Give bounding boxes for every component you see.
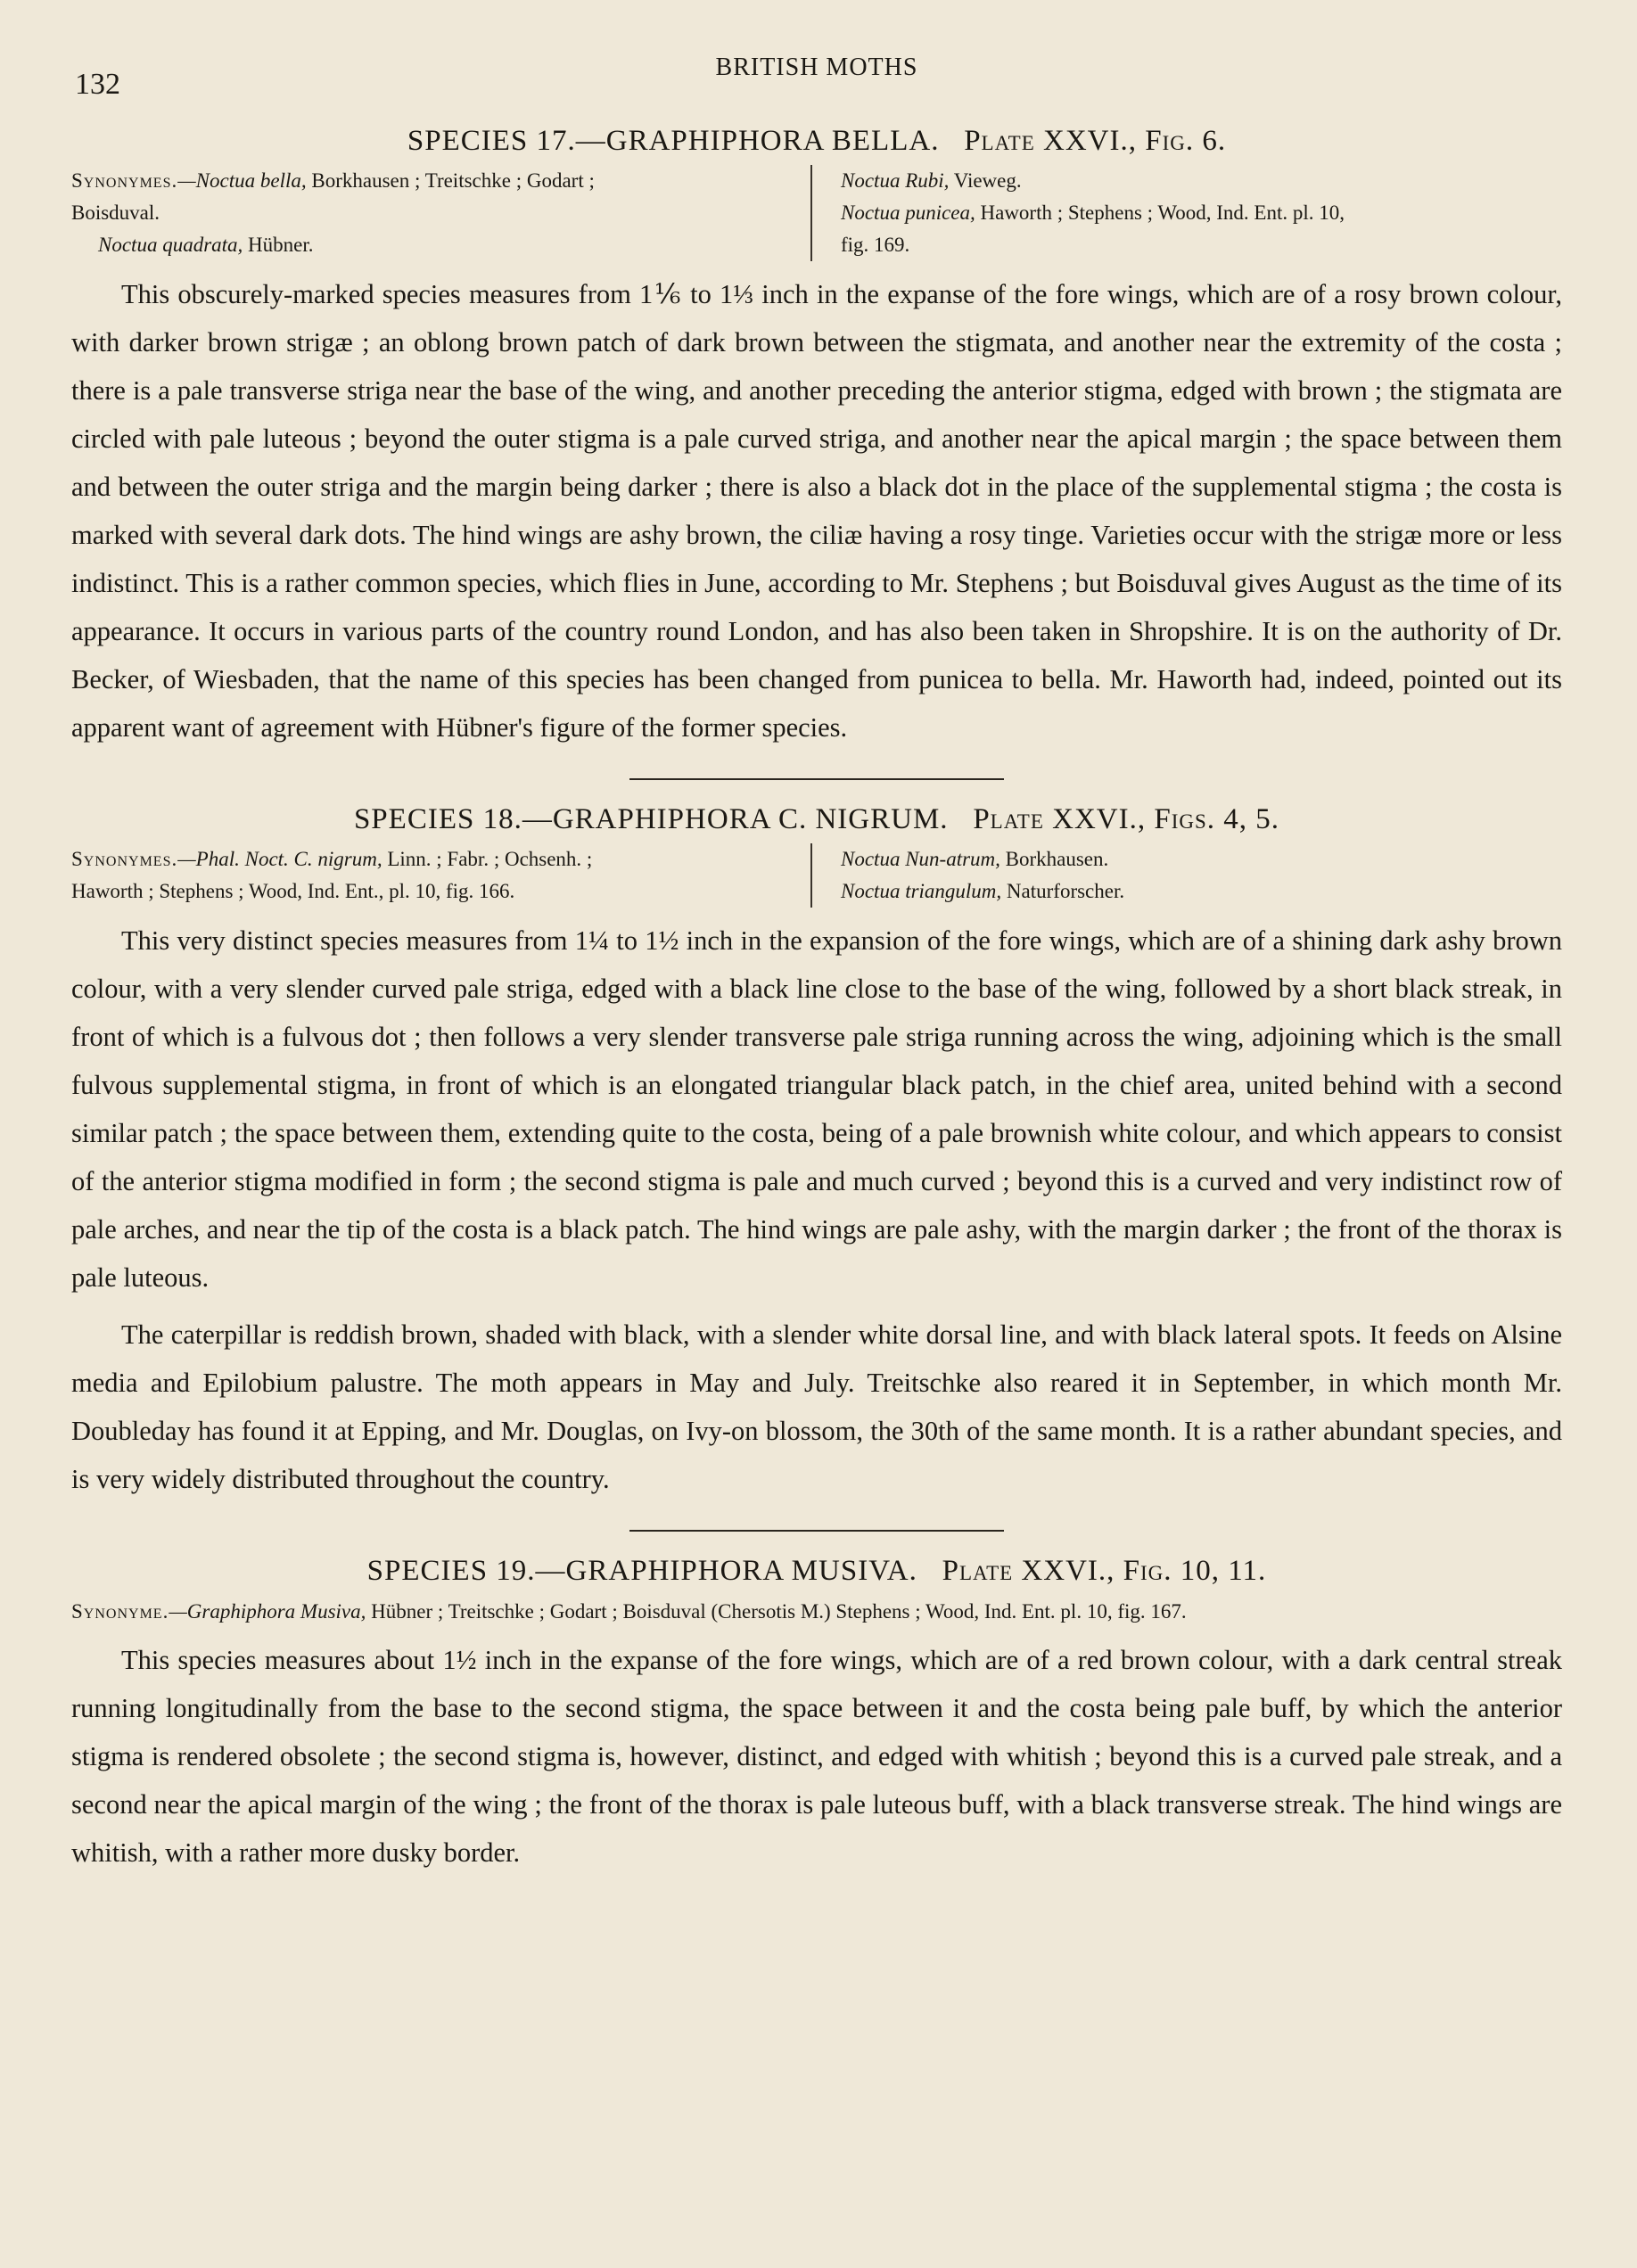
species-18-plate: Plate XXVI., Figs. 4, 5. (973, 803, 1280, 835)
page (71, 36, 1562, 2229)
species-19-description: This species measures about 1½ inch in the expanse of the fore wings, which are of a red brown colour, with a dark central streak running longitudinally from the base to the second stigma, the space between it and the costa being pale buff, by which the anterior stigma is rendered obsolete ; the second stigma is, however, distinct, and edged with whitish ; beyond this is a curved pale streak, and a second near the apical margin of the wing ; the front of the thorax is pale luteous buff, with a black transverse streak. The hind wings are whitish, with a rather more dusky border. (71, 1645, 1562, 1868)
species-19-section (71, 1555, 1562, 1877)
synonym-name: Noctua Rubi, (841, 169, 950, 192)
page-header (71, 36, 1562, 107)
species-18-description: This very distinct species measures from 1¼ to 1½ inch in the expansion of the fore wings, which are of a shining dark ashy brown colour, with a very slender curved pale striga, edged with a black line close to the base of the wing, followed by a short black streak, in front of which is a fulvous dot ; then follows a very slender transverse pale striga running across the wing, adjoining which is the small fulvous supplemental stigma, in front of which is an elongated triangular black patch, in the chief area, united behind with a second similar patch ; the space between them, extending quite to the costa, being of a pale brownish white colour, and which appears to consist of the anterior stigma modified in form ; the second stigma is pale and much curved ; beyond this is a curved and very indistinct row of pale arches, and near the tip of the costa is a black patch. The hind wings are pale ashy, with the margin darker ; the front of the thorax is pale luteous. (71, 925, 1562, 1293)
synonym-line: fig. 169. (841, 234, 910, 256)
species-17-title (71, 125, 1562, 158)
species-18-title (71, 803, 1562, 836)
synonym-line (71, 229, 793, 261)
synonym-line (71, 843, 793, 875)
synonym-line (71, 165, 793, 197)
species-18-synonyms-left (71, 843, 810, 908)
synonyms-label: Synonymes. (71, 169, 178, 192)
species-19-title (71, 1555, 1562, 1588)
species-18-section (71, 803, 1562, 1503)
species-17-description: This obscurely-marked species measures from 1⅙ to 1⅓ inch in the expanse of the fore wings, which are of a rosy brown colour, with darker brown strigæ ; an oblong brown patch of dark brown between the stigmata, and another near the extremity of the costa ; there is a pale transverse striga near the base of the wing, and another preceding the anterior stigma, edged with brown ; the stigmata are circled with pale luteous ; beyond the outer stigma is a pale curved striga, and another near the apical margin ; the space between them and between the outer striga and the margin being darker ; there is also a black dot in the place of the supplemental stigma ; the costa is marked with several dark dots. The hind wings are ashy brown, the ciliæ having a rosy tinge. Varieties occur with the strigæ more or less indistinct. This is a rather common species, which flies in June, according to Mr. Stephens ; but Boisduval gives August as the time of its appearance. It occurs in various parts of the country round London, and has also been taken in Shropshire. It is on the authority of Dr. Becker, of Wiesbaden, that the name of this species has been changed from punicea to bella. Mr. Haworth had, indeed, pointed out its apparent want of agreement with Hübner's figure of the former species. (71, 279, 1562, 743)
page-number: 132 (75, 68, 120, 101)
synonym-name: Noctua punicea, (841, 201, 975, 224)
species-19-plate: Plate XXVI., Fig. 10, 11. (942, 1555, 1267, 1587)
species-19-synonyms (71, 1597, 1562, 1627)
synonym-name: Noctua Nun-atrum, (841, 848, 1000, 870)
synonym-authorities: Vieweg. (949, 169, 1022, 192)
section-divider (629, 1530, 1004, 1532)
synonym-authorities: Naturforscher. (1001, 880, 1125, 902)
species-18-title-main: SPECIES 18.—GRAPHIPHORA C. NIGRUM. (353, 803, 949, 835)
synonym-authorities: Haworth ; Stephens ; Wood, Ind. Ent. pl. 10, (975, 201, 1345, 224)
species-17-section (71, 125, 1562, 752)
species-17-synonyms (71, 165, 1562, 261)
synonym-authorities: Hübner. (243, 234, 314, 256)
species-19-title-main: SPECIES 19.—GRAPHIPHORA MUSIVA. (366, 1555, 917, 1587)
species-17-title-main: SPECIES 17.—GRAPHIPHORA BELLA. (407, 125, 940, 157)
running-title: BRITISH MOTHS (715, 53, 918, 81)
species-17-synonyms-left (71, 165, 810, 261)
synonym-authorities: Hübner ; Treitschke ; Godart ; Boisduval (Chersotis M.) Stephens ; Wood, Ind. Ent. pl. 10, fig. 167. (366, 1600, 1187, 1623)
species-18-synonyms-right (810, 843, 1562, 908)
synonym-name: —Noctua bella, (177, 169, 307, 192)
synonym-name: Noctua quadrata, (98, 234, 243, 256)
species-17-synonyms-right (810, 165, 1562, 261)
synonym-authorities: Borkhausen. (999, 848, 1109, 870)
synonym-line: Boisduval. (71, 201, 160, 224)
synonym-authorities: Borkhausen ; Treitschke ; Godart ; (306, 169, 595, 192)
synonym-authorities: Linn. ; Fabr. ; Ochsenh. ; (382, 848, 593, 870)
synonyms-label: Synonymes. (71, 848, 178, 870)
synonym-name: —Phal. Noct. C. nigrum, (177, 848, 383, 870)
species-18-caterpillar: The caterpillar is reddish brown, shaded with black, with a slender white dorsal line, and with black lateral spots. It feeds on Alsine media and Epilobium palustre. The moth appears in May and July. Treitschke also reared it in September, in which month Mr. Doubleday has found it at Epping, and Mr. Douglas, on Ivy-on blossom, the 30th of the same month. It is a rather abundant species, and is very widely distributed throughout the country. (71, 1319, 1562, 1494)
species-18-synonyms (71, 843, 1562, 908)
synonym-line (841, 165, 1562, 197)
synonyms-label: Synonyme. (71, 1600, 169, 1623)
synonym-line: Haworth ; Stephens ; Wood, Ind. Ent., pl. 10, fig. 166. (71, 880, 515, 902)
synonym-name: Noctua triangulum, (841, 880, 1002, 902)
synonym-name: —Graphiphora Musiva, (169, 1600, 366, 1623)
section-divider (629, 778, 1004, 780)
synonym-line (841, 843, 1562, 875)
synonym-line (841, 875, 1562, 908)
synonym-line (841, 197, 1562, 229)
species-17-plate: Plate XXVI., Fig. 6. (964, 125, 1227, 157)
